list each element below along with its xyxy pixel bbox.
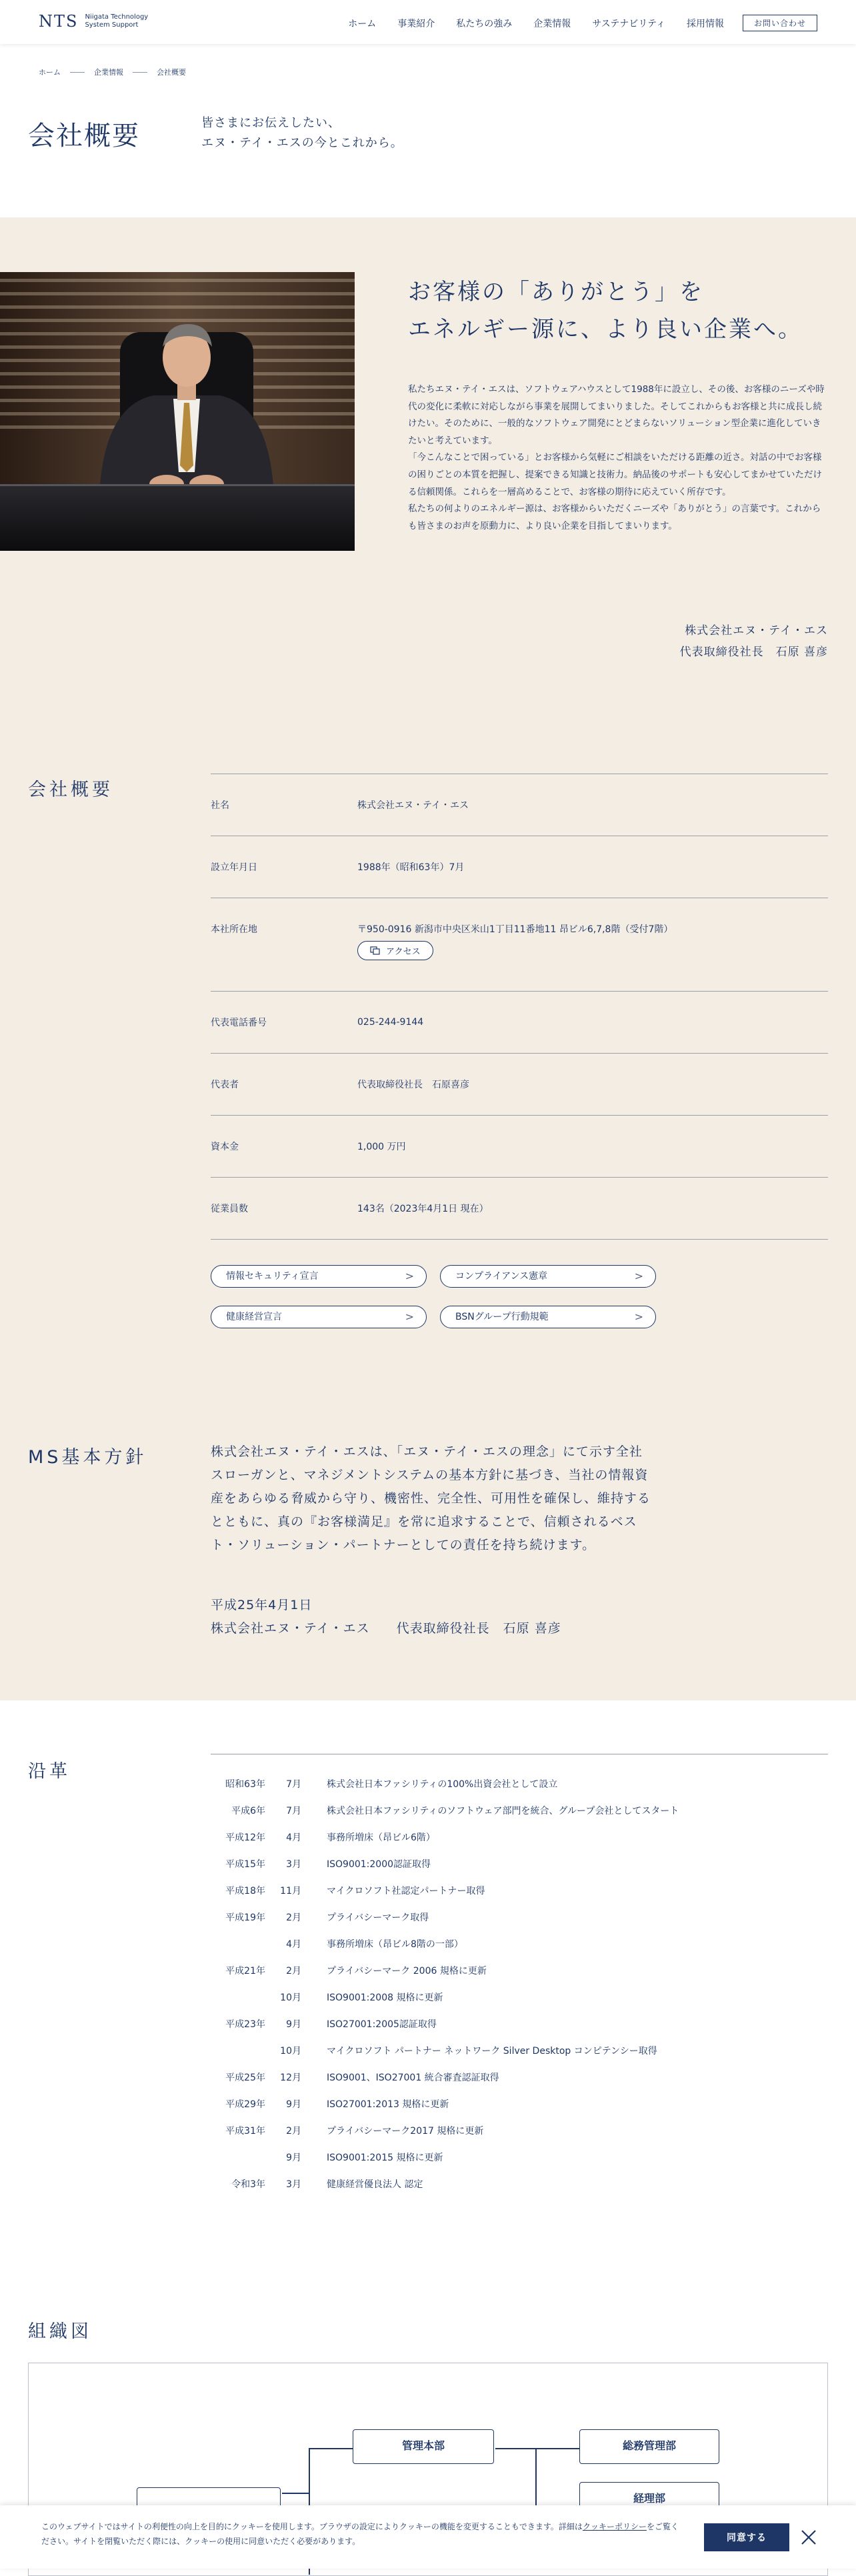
- history-text: ISO9001、ISO27001 統合審査認証取得: [327, 2073, 499, 2083]
- list-item: [211, 2037, 828, 2064]
- history-month: 7月: [286, 1806, 301, 1816]
- cookie-agree-button[interactable]: 同意する: [704, 2523, 789, 2551]
- list-item: [211, 1904, 828, 1930]
- signature-company: 株式会社エヌ・テイ・エス: [685, 624, 828, 637]
- list-item: [211, 2117, 828, 2144]
- breadcrumb-separator: [133, 72, 147, 73]
- logo-sub-line-2: System Support: [85, 21, 139, 29]
- logo-mark: NTS: [39, 12, 79, 31]
- profile-key: 資本金: [211, 1142, 239, 1152]
- ms-policy-body: 株式会社エヌ・テイ・エスは、「エヌ・テイ・エスの理念」にて示す全社スローガンと、マネジメントシステムの基本方針に基づき、当社の情報資産をあらゆる脅威から守り、機密性、完全性、可用性を確保し、維持するとともに、真の『お客様満足』を常に追求することで、信頼されるベスト・ソリューション・パートナーとしての責任を持ち続けます。: [211, 1444, 651, 1552]
- history-text: 株式会社日本ファシリティの100%出資会社として設立: [327, 1779, 558, 1790]
- history-text: 株式会社日本ファシリティのソフトウェア部門を統合、グループ会社としてスタート: [327, 1806, 679, 1816]
- table-row: [211, 836, 828, 898]
- breadcrumb: [39, 67, 186, 77]
- history-era: 平成12年: [225, 1832, 265, 1843]
- profile-value: 1988年（昭和63年）7月: [357, 862, 465, 873]
- logo-subtitle: [85, 13, 148, 29]
- table-row: [211, 774, 828, 836]
- list-item: [211, 2011, 828, 2037]
- health-management-button[interactable]: [211, 1306, 427, 1328]
- message-heading-line-2: エネルギー源に、より良い企業へ。: [408, 316, 803, 343]
- table-row: [211, 992, 828, 1054]
- nav-strengths[interactable]: 私たちの強み: [456, 18, 513, 29]
- history-month: 2月: [286, 1966, 301, 1977]
- history-text: マイクロソフト パートナー ネットワーク Silver Desktop コンピテンシー取得: [327, 2046, 657, 2057]
- history-text: 事務所増床（昂ビル6階）: [327, 1832, 435, 1843]
- profile-value-wrap: [357, 922, 828, 960]
- nav-home[interactable]: ホーム: [348, 18, 377, 29]
- chevron-right-icon: >: [405, 1310, 414, 1323]
- link-label: BSNグループ行動規範: [455, 1312, 549, 1322]
- history-title: 沿革: [28, 1761, 71, 1782]
- history-month: 9月: [286, 2099, 301, 2110]
- history-era: 平成19年: [225, 1912, 265, 1923]
- map-pages-icon: [370, 946, 381, 956]
- profile-value: 025-244-9144: [357, 1017, 424, 1028]
- access-button[interactable]: [357, 941, 433, 960]
- list-item: [211, 1930, 828, 1957]
- history-month: 3月: [286, 1859, 301, 1870]
- logo-sub-line-1: Niigata Technology: [85, 13, 149, 21]
- nav-company[interactable]: 企業情報: [533, 18, 571, 29]
- org-connector: [282, 2493, 309, 2494]
- profile-value: 代表取締役社長 石原喜彦: [357, 1080, 469, 1090]
- page-lead-line-2: エヌ・テイ・エスの今とこれから。: [201, 136, 403, 150]
- profile-key: 設立年月日: [211, 862, 257, 873]
- list-item: [211, 1877, 828, 1904]
- org-connector: [535, 2448, 537, 2515]
- nav-sustainability[interactable]: サステナビリティ: [592, 18, 665, 29]
- page-lead-line-1: 皆さまにお伝えしたい、: [201, 116, 341, 130]
- org-box-admin-division: 管理本部: [353, 2429, 494, 2464]
- table-row: [211, 1116, 828, 1178]
- breadcrumb-separator: [70, 72, 85, 73]
- list-item: [211, 2171, 828, 2197]
- link-label: 健康経営宣言: [226, 1312, 282, 1322]
- history-text: ISO9001:2015 規格に更新: [327, 2153, 443, 2163]
- table-row: [211, 1054, 828, 1116]
- org-box-accounting: 経理部: [579, 2482, 719, 2517]
- profile-value: 143名（2023年4月1日 現在）: [357, 1204, 489, 1214]
- history-text: ISO27001:2013 規格に更新: [327, 2099, 449, 2110]
- history-era: 平成18年: [225, 1886, 265, 1896]
- history-month: 4月: [286, 1939, 301, 1950]
- history-era: 平成23年: [225, 2019, 265, 2030]
- ms-policy-title: MS基本方針: [28, 1447, 147, 1468]
- profile-key: 代表者: [211, 1080, 239, 1090]
- list-item: [211, 1797, 828, 1824]
- signature-person: 代表取締役社長 石原 喜彦: [679, 646, 828, 659]
- history-text: マイクロソフト社認定パートナー取得: [327, 1886, 485, 1896]
- profile-value: 1,000 万円: [357, 1142, 406, 1152]
- profile-key: 本社所在地: [211, 924, 257, 935]
- profile-key: 社名: [211, 800, 229, 811]
- org-box-general-affairs: 総務管理部: [579, 2429, 719, 2464]
- list-item: [211, 2144, 828, 2171]
- profile-key: 代表電話番号: [211, 1018, 267, 1028]
- ms-policy-date: 平成25年4月1日: [211, 1598, 313, 1612]
- history-month: 2月: [286, 2126, 301, 2137]
- history-era: 平成21年: [225, 1966, 265, 1977]
- access-label: アクセス: [386, 947, 421, 957]
- history-era: 平成31年: [225, 2126, 265, 2137]
- table-row: [211, 898, 828, 992]
- history-era: 平成25年: [225, 2073, 265, 2083]
- link-label: コンプライアンス憲章: [455, 1271, 548, 1282]
- site-logo[interactable]: [39, 12, 148, 31]
- nav-business[interactable]: 事業紹介: [397, 18, 435, 29]
- history-text: ISO9001:2008 規格に更新: [327, 1993, 443, 2003]
- list-item: [211, 1957, 828, 1984]
- list-item: [211, 1824, 828, 1850]
- message-paragraph: 私たちエヌ・テイ・エスは、ソフトウェアハウスとして1988年に設立し、その後、お客様のニーズや時代の変化に柔軟に対応しながら事業を展開してまいりました。そしてこれからもお客様と共に成長し続けたい。そのために、一般的なソフトウェア開発にとどまらないソリューション型企業に進化していきたいと考えています。: [408, 384, 825, 446]
- history-month: 7月: [286, 1779, 301, 1790]
- nav-recruit[interactable]: 採用情報: [686, 18, 724, 29]
- history-era: 昭和63年: [225, 1779, 265, 1790]
- table-row: [211, 1178, 828, 1240]
- profile-value: 株式会社エヌ・テイ・エス: [357, 800, 469, 811]
- history-era: 平成6年: [231, 1806, 265, 1816]
- list-item: [211, 1850, 828, 1877]
- ceo-photo: [0, 272, 355, 551]
- history-text: 事務所増床（昂ビル8階の一部）: [327, 1939, 463, 1950]
- history-month: 10月: [280, 1993, 301, 2003]
- list-item: [211, 2064, 828, 2091]
- link-label: 情報セキュリティ宣言: [226, 1271, 319, 1282]
- cookie-policy-link[interactable]: クッキーポリシー: [582, 2522, 647, 2531]
- history-era: 令和3年: [231, 2179, 265, 2190]
- history-text: ISO9001:2000認証取得: [327, 1859, 431, 1870]
- profile-value: 〒950-0916 新潟市中央区米山1丁目11番地11 昂ビル6,7,8階（受付7階）: [357, 924, 673, 935]
- cookie-text-part-1: このウェブサイトではサイトの利便性の向上を目的にクッキーを使用します。ブラウザの設定によりクッキーの機能を変更することもできます。詳細は: [41, 2522, 583, 2531]
- message-paragraph: 私たちの何よりのエネルギー源は、お客様からいただくニーズや「ありがとう」の言葉です。これからも皆さまのお声を原動力に、より良い企業を目指してまいります。: [408, 503, 821, 531]
- security-declaration-button[interactable]: [211, 1265, 427, 1288]
- ms-policy-sign: 株式会社エヌ・テイ・エス 代表取締役社長 石原 喜彦: [211, 1621, 561, 1636]
- chevron-right-icon: >: [405, 1270, 414, 1282]
- close-icon[interactable]: [797, 2525, 821, 2549]
- org-chart-title: 組織図: [28, 2321, 92, 2342]
- breadcrumb-company[interactable]: 企業情報: [94, 68, 123, 77]
- cookie-text: [41, 2519, 681, 2549]
- cookie-consent-bar: [0, 2505, 856, 2569]
- breadcrumb-home[interactable]: ホーム: [39, 68, 61, 77]
- history-era: 平成15年: [225, 1859, 265, 1870]
- history-text: ISO27001:2005認証取得: [327, 2019, 437, 2030]
- history-text: プライバシーマーク 2006 規格に更新: [327, 1966, 487, 1977]
- global-nav: [337, 15, 817, 31]
- history-list: [211, 1754, 828, 2197]
- history-text: プライバシーマーク取得: [327, 1912, 429, 1923]
- profile-key: 従業員数: [211, 1204, 248, 1214]
- contact-button[interactable]: お問い合わせ: [743, 15, 817, 31]
- history-month: 12月: [280, 2073, 301, 2083]
- history-era: 平成29年: [225, 2099, 265, 2110]
- message-heading: [408, 273, 803, 348]
- compliance-charter-button[interactable]: [440, 1265, 656, 1288]
- history-month: 9月: [286, 2019, 301, 2030]
- breadcrumb-current: 会社概要: [157, 68, 186, 77]
- profile-section-title: 会社概要: [28, 780, 113, 800]
- cookie-text-part-2: をご覧ください。サイトを閉覧いただく際には、クッキーの使用に同意いただく必要があります。: [41, 2522, 679, 2546]
- message-heading-line-1: お客様の「ありがとう」を: [408, 279, 704, 305]
- page-title: 会社概要: [28, 121, 140, 151]
- list-item: [211, 2091, 828, 2117]
- history-month: 4月: [286, 1832, 301, 1843]
- history-text: 健康経営優良法人 認定: [327, 2179, 423, 2190]
- ms-policy-signature: [211, 1594, 561, 1640]
- list-item: [211, 1984, 828, 2011]
- history-text: プライバシーマーク2017 規格に更新: [327, 2126, 484, 2137]
- bsn-code-button[interactable]: [440, 1306, 656, 1328]
- site-header: [0, 0, 856, 44]
- history-month: 10月: [280, 2046, 301, 2057]
- list-item: [211, 1770, 828, 1797]
- message-body: [408, 381, 828, 535]
- chevron-right-icon: >: [634, 1270, 643, 1282]
- message-paragraph: 「今こんなことで困っている」とお客様から気軽にご相談をいただける距離の近さ。対話の中でお客様の困りごとの本質を把握し、提案できる知識と技術力。納品後のサポートも安心してまかせていただける信頼関係。これらを一層高めることで、お客様の期待に応えていく所存です。: [408, 452, 822, 497]
- profile-table: [211, 774, 828, 1240]
- message-signature: [680, 620, 828, 663]
- history-month: 3月: [286, 2179, 301, 2190]
- page-lead: [201, 113, 403, 153]
- history-month: 9月: [286, 2153, 301, 2163]
- chevron-right-icon: >: [634, 1310, 643, 1323]
- history-month: 11月: [280, 1886, 301, 1896]
- history-month: 2月: [286, 1912, 301, 1923]
